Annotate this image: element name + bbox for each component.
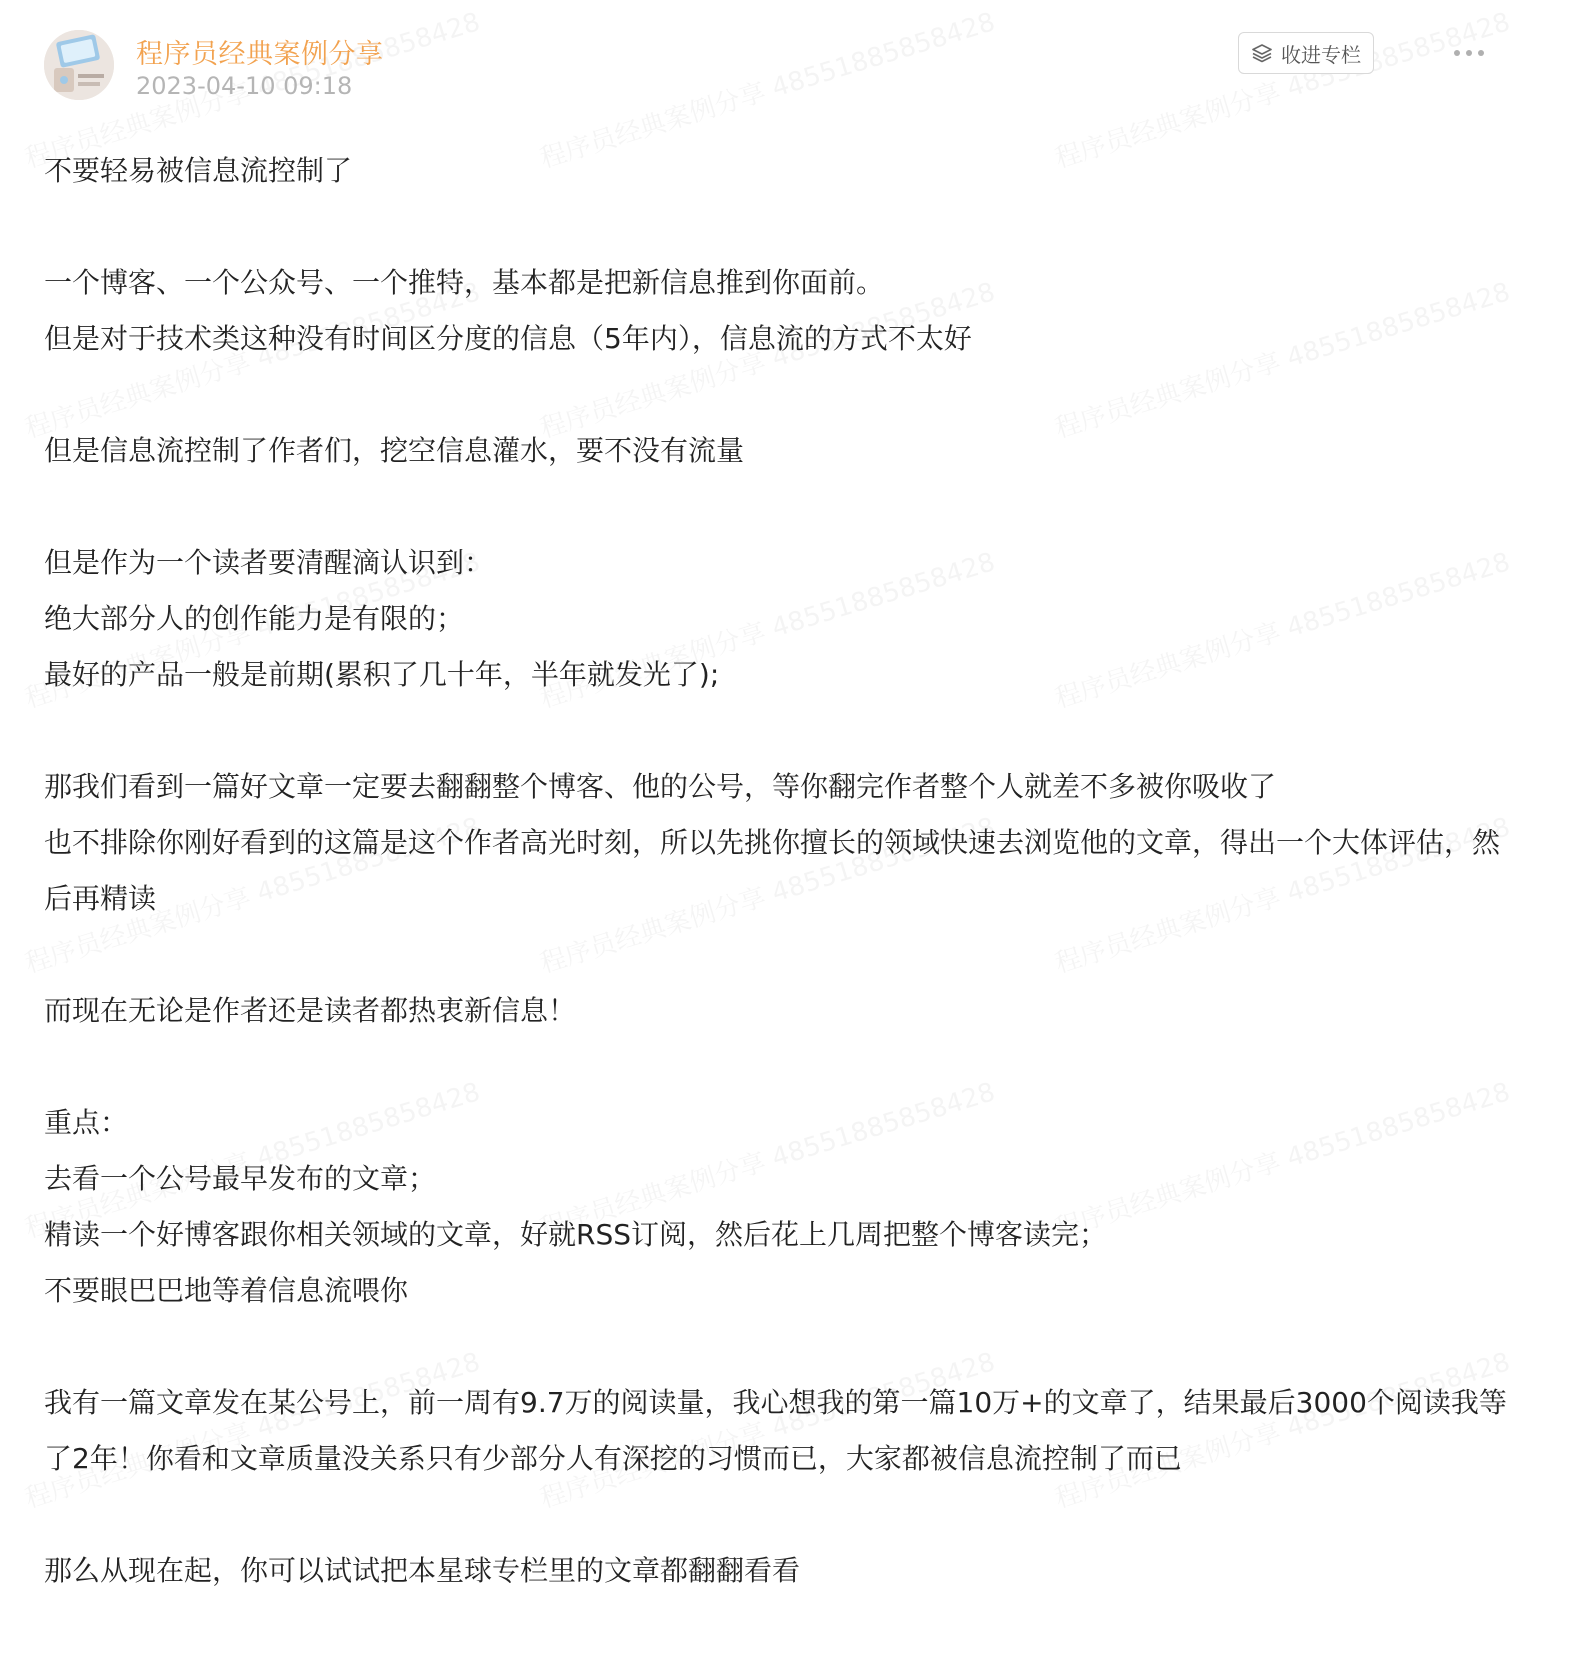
post-text-line: 我有一篇文章发在某公号上，前一周有9.7万的阅读量，我心想我的第一篇10万+的文章了，结果最后3000个阅读我等了2年！你看和文章质量没关系只有少部分人有深挖的习惯而已，大家都被信息流控制了而已: [44, 1386, 1507, 1475]
post-text-line: 去看一个公号最早发布的文章；: [44, 1162, 437, 1195]
post-paragraph: [44, 759, 1524, 927]
more-dots-icon: [1454, 50, 1460, 56]
post-text-line: 那我们看到一篇好文章一定要去翻翻整个博客、他的公号，等你翻完作者整个人就差不多被你吸收了: [44, 770, 1277, 803]
author-name[interactable]: 程序员经典案例分享: [136, 39, 384, 70]
post-text-line: 而现在无论是作者还是读者都热衷新信息！: [44, 994, 577, 1027]
post-header: [44, 30, 1534, 100]
post-text-line: 但是对于技术类这种没有时间区分度的信息（5年内），信息流的方式不太好: [44, 322, 972, 355]
post-paragraph: [44, 423, 1524, 479]
post-text-line: 也不排除你刚好看到的这篇是这个作者高光时刻，所以先挑你擅长的领域快速去浏览他的文章，得出一个大体评估，然后再精读: [44, 826, 1501, 915]
avatar-image-icon: [44, 30, 114, 100]
post-text-line: 但是信息流控制了作者们，挖空信息灌水，要不没有流量: [44, 434, 745, 467]
avatar[interactable]: [44, 30, 114, 100]
post-content: [44, 143, 1524, 1655]
post-paragraph: [44, 535, 1524, 703]
post-text-line: 一个博客、一个公众号、一个推特，基本都是把新信息推到你面前。: [44, 266, 885, 299]
post-text-line: 最好的产品一般是前期(累积了几十年，半年就发光了);: [44, 658, 720, 691]
more-dots-icon: [1478, 50, 1484, 56]
post-time: 2023-04-10 09:18: [136, 72, 353, 100]
post-text-line: 不要眼巴巴地等着信息流喂你: [44, 1274, 409, 1307]
collect-button-label: 收进专栏: [1281, 42, 1361, 67]
collect-to-column-button[interactable]: [1238, 32, 1374, 74]
collect-stack-icon: [1251, 43, 1273, 63]
post-text-line: 不要轻易被信息流控制了: [44, 154, 353, 187]
post-paragraph: [44, 1543, 1524, 1599]
post-text-line: 精读一个好博客跟你相关领域的文章，好就RSS订阅，然后花上几周把整个博客读完；: [44, 1218, 1108, 1251]
post-paragraph: [44, 255, 1524, 367]
more-dots-icon: [1466, 50, 1472, 56]
post-paragraph: [44, 143, 1524, 199]
post-paragraph: [44, 1095, 1524, 1319]
post-text-line: 那么从现在起，你可以试试把本星球专栏里的文章都翻翻看看: [44, 1554, 801, 1587]
post-paragraph: [44, 983, 1524, 1039]
post-text-line: 但是作为一个读者要清醒滴认识到：: [44, 546, 493, 579]
more-options-button[interactable]: [1444, 38, 1494, 68]
post-text-line: 重点：: [44, 1106, 129, 1139]
post-paragraph: [44, 1375, 1524, 1487]
post-text-line: 绝大部分人的创作能力是有限的；: [44, 602, 465, 635]
